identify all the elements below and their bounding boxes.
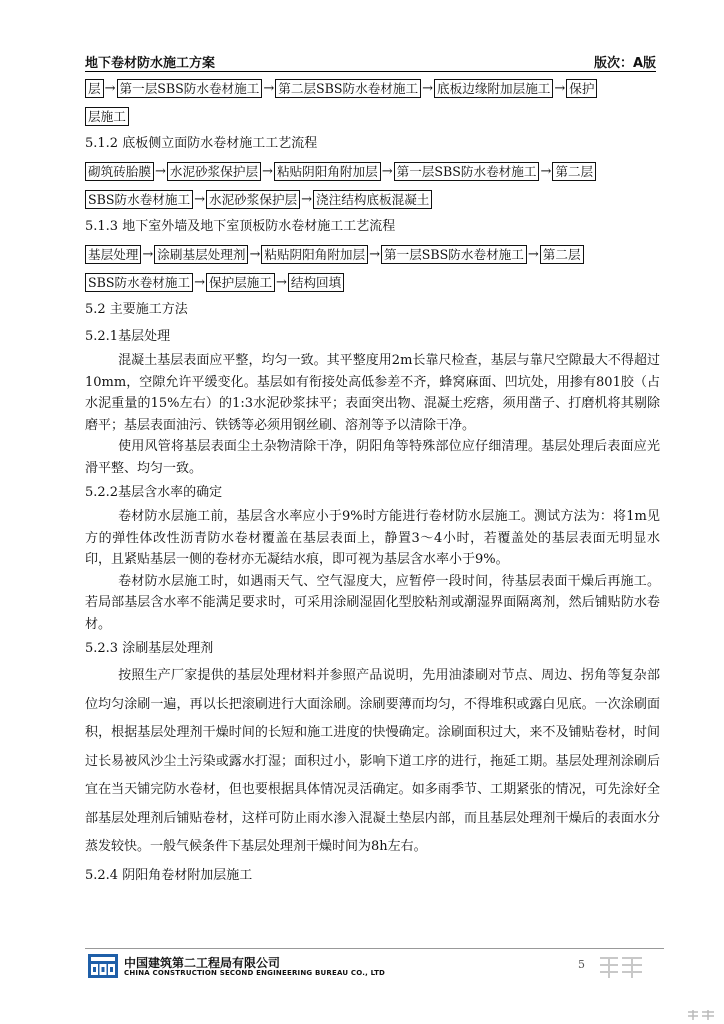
- header-divider: [85, 71, 656, 72]
- section-heading: 5.1.2 底板侧立面防水卷材施工工艺流程: [85, 136, 318, 151]
- arrow-icon: →: [154, 163, 166, 179]
- arrow-icon: →: [142, 246, 154, 262]
- arrow-icon: →: [249, 246, 261, 262]
- arrow-icon: →: [275, 274, 287, 290]
- flow-step: 第二层: [540, 245, 584, 264]
- arrow-icon: →: [262, 163, 273, 179]
- flow-step: 第一层SBS防水卷材施工: [381, 245, 527, 264]
- flow-step: SBS防水卷材施工: [85, 273, 193, 292]
- arrow-icon: →: [194, 274, 205, 290]
- arrow-icon: →: [301, 191, 313, 207]
- section-heading: 5.2.3 涂刷基层处理剂: [85, 641, 214, 656]
- arrow-icon: →: [422, 80, 434, 96]
- flow-step: 粘贴阴阳角附加层: [261, 245, 368, 264]
- flow-step: 第二层: [552, 162, 596, 181]
- header-title: 地下卷材防水施工方案: [85, 56, 216, 71]
- flow-step: 浇注结构底板混凝土: [313, 190, 432, 209]
- flow-step: SBS防水卷材施工: [85, 190, 193, 209]
- body-paragraph: 卷材防水层施工前，基层含水率应小于9%时方能进行卷材防水层施工。测试方法为：将1m见方的弹性体改性沥青防水卷材覆盖在基层表面上，静置3～4小时，若覆盖处的基层表面无明显水印，且紧贴基层一侧的卷材亦无凝结水痕，即可视为基层含水率小于9%。: [85, 509, 660, 567]
- section-heading: 5.2.2基层含水率的确定: [85, 485, 223, 500]
- arrow-icon: →: [104, 80, 116, 96]
- flowchart-row: [85, 185, 660, 213]
- flow-step: 底板边缘附加层施工: [434, 79, 553, 98]
- flow-step: 保护: [566, 79, 597, 98]
- corner-mark-icon: [686, 1008, 716, 1022]
- flow-step: 基层处理: [85, 245, 141, 264]
- body-paragraph: 使用风管将基层表面尘土杂物清除干净，阴阳角等特殊部位应仔细清理。基层处理后表面应光滑平整、均匀一致。: [85, 439, 660, 476]
- arrow-icon: →: [381, 163, 393, 179]
- watermark-icon: [596, 952, 646, 982]
- flow-step: 保护层施工: [206, 273, 275, 292]
- arrow-icon: →: [263, 80, 275, 96]
- page-content: [85, 74, 660, 889]
- section-heading: 5.2.1基层处理: [85, 329, 171, 344]
- cscec-logo-icon: [88, 954, 118, 978]
- body-paragraph: 卷材防水层施工时，如遇雨天气、空气湿度大，应暂停一段时间，待基层表面干燥后再施工。若局部基层含水率不能满足要求时，可采用涂刷湿固化型胶粘剂或潮湿界面隔离剂，然后铺贴防水卷材。: [85, 573, 660, 632]
- flowchart-row: [85, 240, 660, 268]
- section-heading: 5.2.4 阴阳角卷材附加层施工: [85, 867, 253, 883]
- arrow-icon: →: [540, 163, 552, 179]
- flow-step: 水泥砂浆保护层: [167, 162, 261, 181]
- section-heading: 5.1.3 地下室外墙及地下室顶板防水卷材施工工艺流程: [85, 219, 396, 234]
- company-name-en: CHINA CONSTRUCTION SECOND ENGINEERING BUREAU CO., LTD: [124, 969, 386, 977]
- arrow-icon: →: [194, 191, 205, 207]
- arrow-icon: →: [369, 246, 380, 262]
- flowchart-row: [85, 157, 660, 185]
- flow-step: 第二层SBS防水卷材施工: [275, 79, 421, 98]
- flowchart-row: [85, 102, 660, 130]
- body-paragraph: 混凝土基层表面应平整，均匀一致。其平整度用2m长靠尺检查，基层与靠尺空隙最大不得超过10mm，空隙允许平缓变化。基层如有衔接处高低参差不齐，蜂窝麻面、凹坑处，用掺有801胶（占水泥重量的15%左右）的1:3水泥砂浆抹平；表面突出物、混凝土疙瘩，须用凿子、打磨机将其剔除磨平；基层表面油污、铁锈等必须用钢丝刷、溶剂等予以清除干净。: [85, 353, 660, 433]
- flow-step: 粘贴阴阳角附加层: [274, 162, 381, 181]
- flow-step: 层施工: [85, 107, 129, 126]
- flowchart-row: [85, 74, 660, 102]
- flow-step: 第一层SBS防水卷材施工: [117, 79, 263, 98]
- flow-step: 砌筑砖胎膜: [85, 162, 154, 181]
- flow-step: 涂刷基层处理剂: [154, 245, 248, 264]
- flow-step: 水泥砂浆保护层: [206, 190, 300, 209]
- flow-step: 层: [85, 79, 104, 98]
- flow-step: 结构回填: [288, 273, 344, 292]
- flowchart-row: [85, 268, 660, 296]
- body-paragraph: 按照生产厂家提供的基层处理材料并参照产品说明，先用油漆刷对节点、周边、拐角等复杂部位均匀涂刷一遍，再以长把滚刷进行大面涂刷。涂刷要薄而均匀，不得堆积或露白见底。一次涂刷面积，根据基层处理剂干燥时间的长短和施工进度的快慢确定。涂刷面积过大，来不及铺贴卷材，时间过长易被风沙尘土污染或露水打湿；面积过小，影响下道工序的进行，拖延工期。基层处理剂涂刷后宜在当天铺完防水卷材，但也要根据具体情况灵活确定。如多雨季节、工期紧张的情况，可先涂好全部基层处理剂后铺贴卷材，这样可防止雨水渗入混凝土垫层内部，而且基层处理剂干燥后的表面水分蒸发较快。一般气候条件下基层处理剂干燥时间为8h左右。: [85, 668, 660, 854]
- section-heading: 5.2 主要施工方法: [85, 302, 188, 317]
- page-number: 5: [578, 958, 585, 971]
- arrow-icon: →: [554, 80, 566, 96]
- header-version: 版次：A版: [593, 56, 656, 71]
- arrow-icon: →: [527, 246, 539, 262]
- footer-divider: [85, 948, 664, 949]
- flow-step: 第一层SBS防水卷材施工: [394, 162, 540, 181]
- company-name-cn: 中国建筑第二工程局有限公司: [124, 956, 281, 970]
